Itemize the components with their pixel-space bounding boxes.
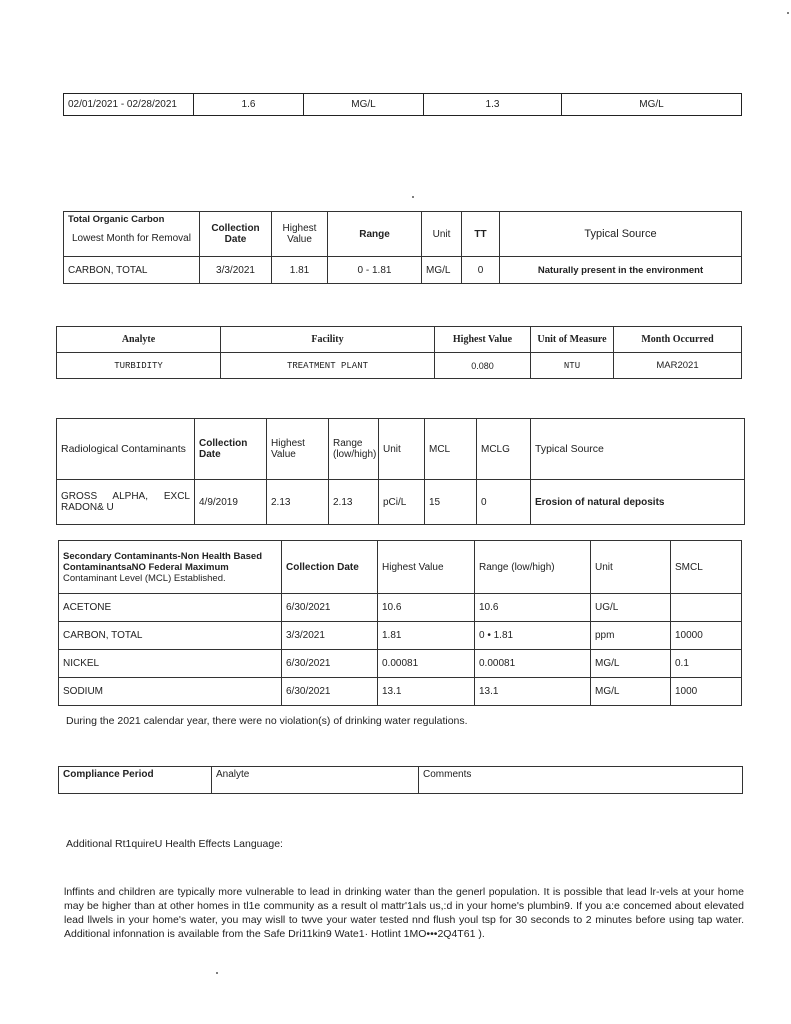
radio-header: Typical Source: [531, 419, 745, 480]
radio-header: MCLG: [477, 419, 531, 480]
radio-cell: 2.13: [267, 480, 329, 525]
toc-cell: 0 - 1.81: [328, 257, 422, 284]
secondary-header: Collection Date: [282, 541, 378, 594]
period-cell: MG/L: [304, 94, 424, 116]
toc-highest-header: [272, 212, 328, 257]
toc-cell: MG/L: [422, 257, 462, 284]
turbidity-cell: TURBIDITY: [57, 353, 221, 379]
secondary-cell: ppm: [591, 622, 671, 650]
secondary-cell: 0.00081: [378, 650, 475, 678]
turbidity-table: [56, 326, 742, 379]
turbidity-cell: NTU: [531, 353, 614, 379]
toc-collection-header: [200, 212, 272, 257]
secondary-cell: 3/3/2021: [282, 622, 378, 650]
radio-header: Unit: [379, 419, 425, 480]
toc-unit-header: Unit: [422, 212, 462, 257]
turbidity-cell: MAR2021: [614, 353, 742, 379]
secondary-cell: 13.1: [378, 678, 475, 706]
secondary-cell: 1000: [671, 678, 742, 706]
turbidity-header: Month Occurred: [614, 327, 742, 353]
secondary-header: SMCL: [671, 541, 742, 594]
violation-note: During the 2021 calendar year, there were no violation(s) of drinking water regulations.: [66, 715, 468, 727]
turbidity-header: Analyte: [57, 327, 221, 353]
secondary-header: Range (low/high): [475, 541, 591, 594]
secondary-cell: 6/30/2021: [282, 678, 378, 706]
secondary-cell: MG/L: [591, 650, 671, 678]
toc-source-header: Typical Source: [500, 212, 742, 257]
toc-collection-label: Collection Date: [211, 223, 260, 245]
scan-speck: [412, 196, 414, 198]
secondary-cell: UG/L: [591, 594, 671, 622]
secondary-cell: [671, 594, 742, 622]
period-cell: 02/01/2021 - 02/28/2021: [64, 94, 194, 116]
radio-cell: 15: [425, 480, 477, 525]
period-cell: 1.3: [424, 94, 562, 116]
turbidity-header: Unit of Measure: [531, 327, 614, 353]
secondary-cell: 10000: [671, 622, 742, 650]
toc-cell: Naturally present in the environment: [500, 257, 742, 284]
radio-header: Radiological Contaminants: [57, 419, 195, 480]
toc-cell: 0: [462, 257, 500, 284]
secondary-title-rest: Contaminant Level (MCL) Established.: [63, 572, 226, 584]
secondary-cell: CARBON, TOTAL: [59, 622, 282, 650]
secondary-header: Highest Value: [378, 541, 475, 594]
secondary-cell: 6/30/2021: [282, 594, 378, 622]
compliance-header-period: [59, 767, 212, 794]
secondary-cell: 10.6: [378, 594, 475, 622]
turbidity-header: Highest Value: [435, 327, 531, 353]
radiological-table: [56, 418, 745, 525]
lead-paragraph: lnffints and children are typically more vulnerable to lead in drinking water than the generl population. It is possible that lead lr-vels at your home may be higher than at other homes in tl1e community as a result ol mattr'1als us,:d in your home's plumbin9. If you a:e concemed about elevated lead llwels in your home's water, you may wisll to twve your water tested nnd flush youl tsp for 30 seconds to 2 minutes before using tap water. Additional infonnation is available from the Safe Dri11kin9 Wate1· Hotlint 1MO•••2Q4T61 ).: [64, 886, 744, 940]
compliance-table: [58, 766, 743, 794]
toc-title-cell: [64, 212, 200, 257]
radio-cell: 2.13: [329, 480, 379, 525]
compliance-period-label: Compliance Period: [63, 769, 154, 780]
turbidity-cell: 0.080: [435, 353, 531, 379]
secondary-table: [58, 540, 742, 706]
radio-header: MCL: [425, 419, 477, 480]
toc-tt-header: TT: [462, 212, 500, 257]
toc-subtitle: Lowest Month for Removal: [72, 233, 191, 244]
period-cell: 1.6: [194, 94, 304, 116]
secondary-cell: MG/L: [591, 678, 671, 706]
radio-cell: Erosion of natural deposits: [531, 480, 745, 525]
turbidity-cell: TREATMENT PLANT: [221, 353, 435, 379]
secondary-cell: 0.1: [671, 650, 742, 678]
toc-highest-label: Highest Value: [282, 223, 317, 245]
secondary-header: Unit: [591, 541, 671, 594]
toc-table: [63, 211, 742, 284]
radio-header: Range (low/high): [329, 419, 379, 480]
toc-cell: 1.81: [272, 257, 328, 284]
radio-cell: pCi/L: [379, 480, 425, 525]
toc-title: Total Organic Carbon: [68, 214, 165, 225]
secondary-cell: 6/30/2021: [282, 650, 378, 678]
secondary-cell: 10.6: [475, 594, 591, 622]
secondary-cell: 0 • 1.81: [475, 622, 591, 650]
secondary-cell: 0.00081: [475, 650, 591, 678]
secondary-cell: SODIUM: [59, 678, 282, 706]
toc-cell: 3/3/2021: [200, 257, 272, 284]
additional-heading: Additional Rt1quireU Health Effects Language:: [66, 838, 283, 850]
secondary-cell: 13.1: [475, 678, 591, 706]
radio-header: Collection Date: [195, 419, 267, 480]
period-table: [63, 93, 742, 116]
period-cell: MG/L: [562, 94, 742, 116]
radio-header: Highest Value: [267, 419, 329, 480]
secondary-cell: 1.81: [378, 622, 475, 650]
secondary-title-bold: Secondary Contaminants-Non Health Based ContaminantsaNO Federal Maximum: [63, 550, 263, 573]
compliance-header: Comments: [419, 767, 743, 794]
toc-cell: CARBON, TOTAL: [64, 257, 200, 284]
secondary-title-cell: [59, 541, 282, 594]
toc-range-header: Range: [328, 212, 422, 257]
scan-speck: [216, 972, 218, 974]
turbidity-header: Facility: [221, 327, 435, 353]
radio-cell: 0: [477, 480, 531, 525]
compliance-header: Analyte: [212, 767, 419, 794]
scan-speck: [787, 12, 789, 14]
secondary-cell: NICKEL: [59, 650, 282, 678]
radio-cell: 4/9/2019: [195, 480, 267, 525]
secondary-cell: ACETONE: [59, 594, 282, 622]
radio-cell: GROSS ALPHA, EXCL RADON& U: [57, 480, 195, 525]
